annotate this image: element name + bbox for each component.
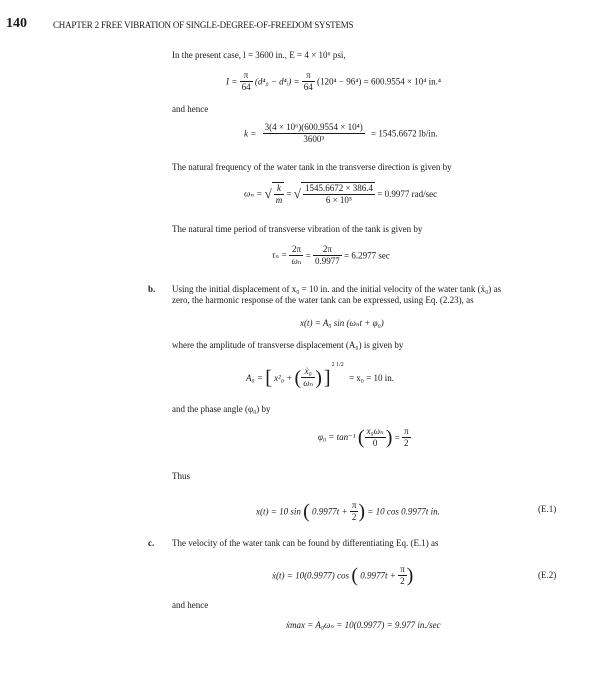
amplitude-intro: where the amplitude of transverse displacement (A₀) is given by	[172, 340, 404, 350]
amplitude-exponent: 2 1/2	[331, 362, 344, 368]
equation-e2: ẋ(t) = 10(0.9977) cos ( 0.9977t + $\frac{\pi}{2}$ )	[272, 564, 414, 587]
part-b-line1: Using the initial displacement of x₀ = 10 in. and the initial velocity of the water tank (ẋ₀) as	[172, 284, 502, 294]
equation-xmax: ẋmax = A₀ωₙ = 10(0.9977) = 9.977 in./sec	[286, 620, 441, 630]
omega-den: 6 × 10⁵	[325, 195, 353, 205]
phase-eq: =	[394, 432, 400, 443]
stiffness-lhs: k =	[244, 128, 257, 139]
e1-arg: 0.9977t +	[312, 506, 348, 517]
stiffness-fraction: $\frac{\text{3(4 × 10⁶)(600.9554 × 10⁴)}}{\text{3600³}}$	[264, 122, 363, 144]
e1-frac: $\frac{\pi}{2}$	[351, 500, 357, 522]
running-header: CHAPTER 2 FREE VIBRATION OF SINGLE-DEGREE-OF-FREEDOM SYSTEMS	[53, 20, 354, 30]
omega-eq: =	[286, 189, 292, 199]
amplitude-inner: x²₀ +	[274, 372, 293, 383]
inertia-expr2: (120⁴ − 96⁴) = 600.9554 × 10⁴ in.⁴	[317, 76, 442, 87]
amplitude-result: = x₀ = 10 in.	[348, 372, 395, 383]
period-frac1: $\frac{2\pi}{\text{ωₙ}}$	[291, 244, 302, 266]
stiffness-result: = 1545.6672 lb/in.	[371, 128, 438, 139]
part-b-label: b.	[148, 284, 156, 294]
natural-period-text: The natural time period of transverse vibration of the tank is given by	[172, 224, 423, 234]
period-eq: =	[305, 250, 311, 261]
omega-result: = 0.9977 rad/sec	[377, 189, 438, 199]
equation-omega: ωₙ = √ $\frac{k}{m}$ = √ $\frac{1545.6672 \times 386.4}{\text{6 × 10⁵}}$ = 0.9977 rad/sec	[244, 183, 438, 205]
part-c-line: The velocity of the water tank can be found by differentiating Eq. (E.1) as	[172, 538, 439, 548]
e2-frac: $\frac{\pi}{2}$	[400, 564, 405, 586]
equation-e1: x(t) = 10 sin ( 0.9977t + $\frac{\pi}{2}$ ) = 10 cos 0.9977t in.	[256, 500, 440, 523]
equation-inertia	[226, 70, 441, 93]
equation-response: x(t) = A₀ sin (ωₙt + φ₀)	[300, 318, 384, 328]
intro-text: In the present case, l = 3600 in., E = 4 × 10⁶ psi,	[172, 50, 346, 60]
period-lhs: τₙ =	[272, 250, 288, 260]
inertia-expr1: (d⁴₀ − d⁴ᵢ) =	[254, 76, 300, 87]
phase-lhs: φ₀ = tan⁻¹	[318, 432, 356, 442]
e2-arg: 0.9977t +	[360, 570, 396, 581]
equation-amplitude: A₀ = [ x²₀ + ( $\frac{\text{ẋ₀}}{\text{ωₙ}}$ ) ]$^{2 1/2}$ = x₀ = 10 in.	[246, 362, 395, 389]
amplitude-frac: $\frac{\text{ẋ₀}}{\text{ωₙ}}$	[303, 366, 314, 389]
inertia-coef: $\frac{\pi}{64}$	[241, 70, 251, 92]
thus-text: Thus	[172, 471, 190, 481]
and-hence-1: and hence	[172, 104, 209, 114]
page-number: 140	[6, 16, 27, 31]
phase-intro: and the phase angle (φ₀) by	[172, 404, 271, 414]
equation-stiffness	[244, 122, 438, 145]
e1-lhs: x(t) = 10 sin	[256, 506, 301, 517]
e2-lhs: ẋ(t) = 10(0.9977) cos	[272, 570, 350, 581]
omega-lhs: ωₙ =	[244, 188, 263, 199]
equation-phase: φ₀ = tan⁻¹ ( $\frac{\text{x₀ωₙ}}{0}$ ) = $\frac{\pi}{2}$	[318, 426, 409, 449]
part-c-label: c.	[148, 538, 155, 548]
equation-period	[272, 244, 390, 267]
inertia-coef2: $\frac{\pi}{64}$	[303, 70, 313, 92]
inertia-lhs: I =	[226, 76, 238, 87]
e1-result: = 10 cos 0.9977t in.	[367, 506, 440, 517]
e1-label: (E.1)	[538, 504, 557, 514]
phase-result: $\frac{\pi}{2}$	[403, 426, 409, 448]
phase-frac: $\frac{\text{x₀ωₙ}}{0}$	[366, 426, 384, 448]
period-result: = 6.2977 sec	[344, 250, 390, 261]
e2-label: (E.2)	[538, 570, 557, 580]
and-hence-2: and hence	[172, 600, 209, 610]
omega-root-den: m	[275, 195, 283, 205]
omega-root-num: k	[274, 183, 285, 195]
natural-frequency-text: The natural frequency of the water tank in the transverse direction is given by	[172, 162, 452, 172]
omega-num: 1545.6672 × 386.4	[304, 183, 374, 193]
part-b-line2: zero, the harmonic response of the water tank can be expressed, using Eq. (2.23), as	[172, 295, 474, 305]
amplitude-lhs: A₀ =	[246, 372, 263, 383]
period-frac2: $\frac{2\pi}{0.9977}$	[315, 244, 340, 266]
